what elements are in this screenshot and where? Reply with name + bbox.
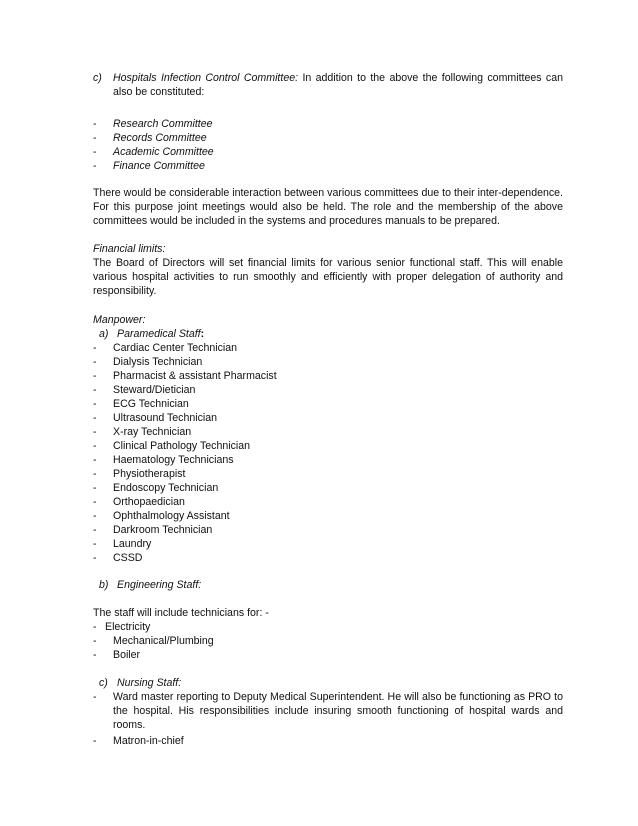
paramedical-item: Endoscopy Technician	[113, 482, 219, 494]
committee-item: Records Committee	[113, 132, 207, 144]
paramedical-item: CSSD	[113, 552, 143, 564]
bullet-dash: -	[93, 426, 97, 438]
bullet-dash: -	[93, 524, 97, 536]
financial-limits-heading: Financial limits:	[93, 243, 166, 255]
bullet-dash: -	[93, 482, 97, 494]
bullet-dash: -	[93, 398, 97, 410]
nursing-marker: c)	[99, 677, 108, 689]
bullet-dash: -	[93, 649, 97, 661]
bullet-dash: -	[93, 342, 97, 354]
engineering-item: Electricity	[105, 621, 151, 633]
infection-committee-text: In addition to the above the following committees can also be constituted:	[113, 72, 563, 98]
bullet-dash: -	[93, 132, 97, 144]
infection-committee-heading: Hospitals Infection Control Committee:	[113, 72, 299, 84]
bullet-dash: -	[93, 468, 97, 480]
paramedical-item: Dialysis Technician	[113, 356, 203, 368]
nursing-item: Matron-in-chief	[113, 735, 184, 747]
paramedical-heading	[117, 327, 204, 341]
bullet-dash: -	[93, 691, 97, 703]
paramedical-colon: :	[200, 328, 205, 340]
engineering-item: Mechanical/Plumbing	[113, 635, 214, 647]
engineering-marker: b)	[99, 579, 109, 591]
committee-item: Research Committee	[113, 118, 213, 130]
paramedical-item: Clinical Pathology Technician	[113, 440, 251, 452]
bullet-dash: -	[93, 735, 97, 747]
paramedical-item: ECG Technician	[113, 398, 189, 410]
bullet-dash: -	[93, 356, 97, 368]
financial-limits-paragraph: The Board of Directors will set financial limits for various senior functional staff. This will enable various hospital activities to run smoothly and efficiently with proper delegation of authority and responsibility.	[93, 257, 563, 297]
bullet-dash: -	[93, 621, 97, 633]
paramedical-item: Physiotherapist	[113, 468, 186, 480]
paramedical-item: Orthopaedician	[113, 496, 185, 508]
manpower-heading: Manpower:	[93, 314, 146, 326]
bullet-dash: -	[93, 454, 97, 466]
paramedical-item: Darkroom Technician	[113, 524, 213, 536]
paramedical-item: Ultrasound Technician	[113, 412, 218, 424]
committee-item: Finance Committee	[113, 160, 205, 172]
interaction-paragraph: There would be considerable interaction between various committees due to their inter-dependence. For this purpose joint meetings would also be held. The role and the membership of the above committees would be included in the systems and procedures manuals to be prepared.	[93, 187, 563, 227]
bullet-dash: -	[93, 496, 97, 508]
bullet-dash: -	[93, 412, 97, 424]
bullet-dash: -	[93, 118, 97, 130]
bullet-dash: -	[93, 510, 97, 522]
bullet-dash: -	[93, 538, 97, 550]
paramedical-label: Paramedical Staff	[117, 328, 201, 340]
engineering-item: Boiler	[113, 649, 141, 661]
bullet-dash: -	[93, 635, 97, 647]
bullet-dash: -	[93, 370, 97, 382]
paramedical-item: X-ray Technician	[113, 426, 192, 438]
paramedical-item: Cardiac Center Technician	[113, 342, 238, 354]
bullet-dash: -	[93, 440, 97, 452]
committee-item: Academic Committee	[113, 146, 214, 158]
bullet-dash: -	[93, 384, 97, 396]
bullet-dash: -	[93, 160, 97, 172]
paramedical-marker: a)	[99, 328, 109, 340]
nursing-heading: Nursing Staff:	[117, 677, 182, 689]
nursing-item: Ward master reporting to Deputy Medical Superintendent. He will also be functioning as PRO to the hospital. His responsibilities include insuring smooth functioning of hospital wards and rooms.	[113, 691, 563, 731]
infection-committee-paragraph	[113, 71, 563, 99]
engineering-heading: Engineering Staff:	[117, 579, 202, 591]
paramedical-item: Haematology Technicians	[113, 454, 234, 466]
committee-marker: c)	[93, 72, 102, 84]
engineering-intro: The staff will include technicians for: -	[93, 607, 269, 619]
paramedical-item: Laundry	[113, 538, 152, 550]
paramedical-item: Pharmacist & assistant Pharmacist	[113, 370, 277, 382]
paramedical-item: Steward/Dietician	[113, 384, 196, 396]
paramedical-item: Ophthalmology Assistant	[113, 510, 230, 522]
bullet-dash: -	[93, 146, 97, 158]
bullet-dash: -	[93, 552, 97, 564]
